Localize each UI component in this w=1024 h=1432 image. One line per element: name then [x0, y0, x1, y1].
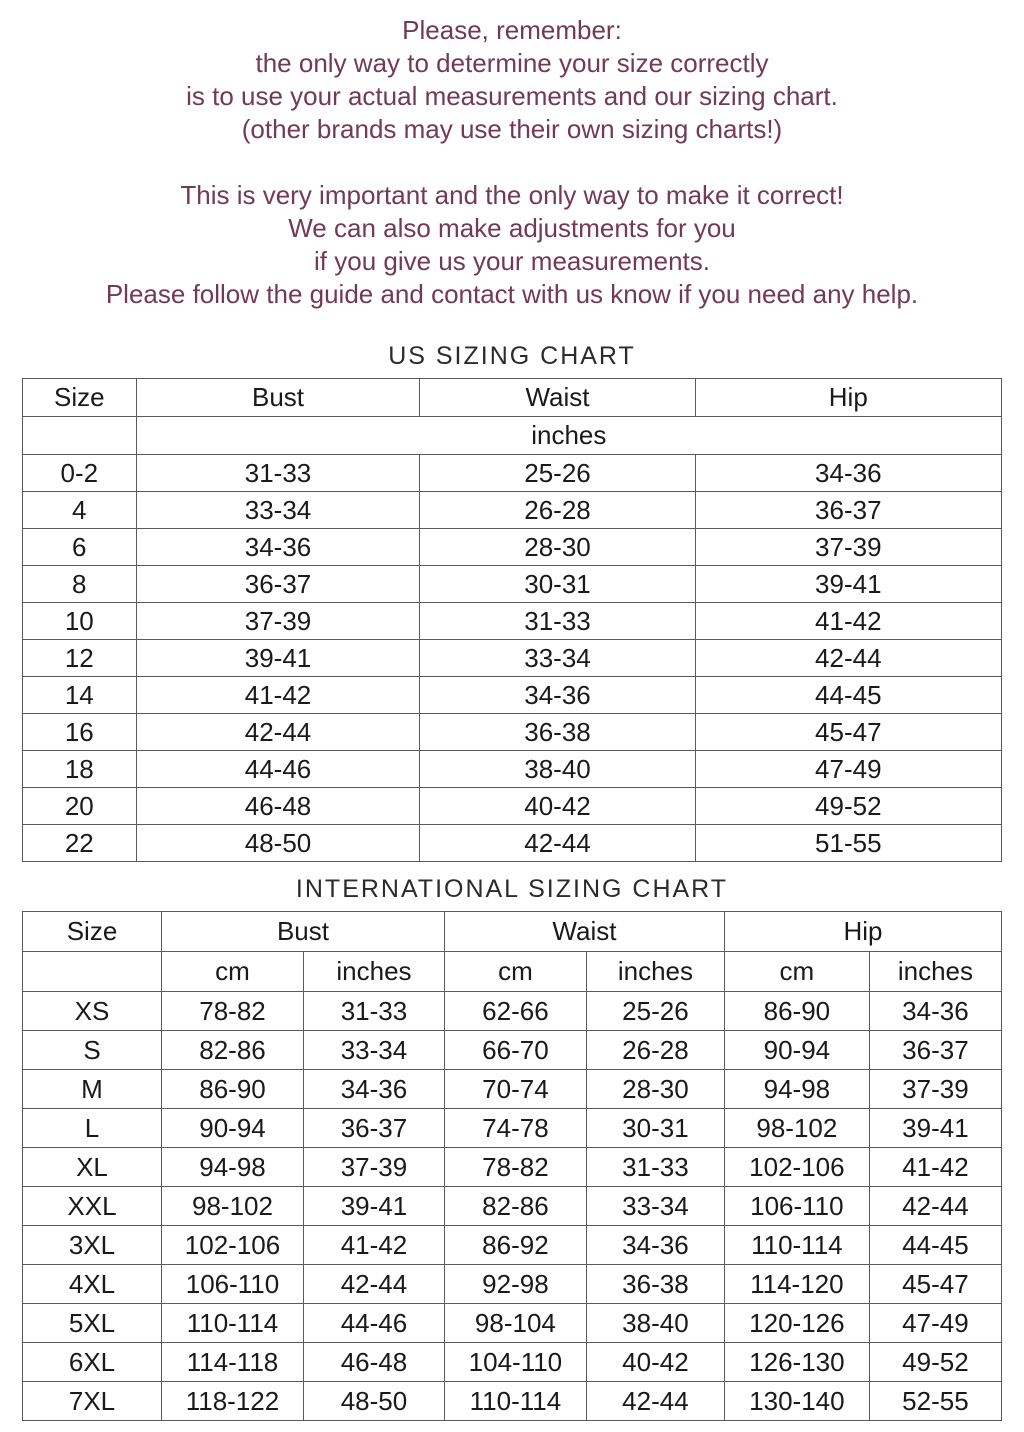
measurement-cell: 42-44 [303, 1265, 444, 1304]
measurement-cell: 34-36 [869, 992, 1001, 1031]
measurement-cell: 45-47 [869, 1265, 1001, 1304]
measurement-cell: 25-26 [586, 992, 724, 1031]
intro-line: is to use your actual measurements and our sizing chart. [186, 81, 838, 111]
measurement-cell: 42-44 [136, 714, 420, 751]
measurement-cell: 31-33 [136, 455, 420, 492]
us-table-row [23, 566, 1002, 603]
intl-unit-row [23, 952, 1002, 992]
size-cell: 6XL [23, 1343, 162, 1382]
size-cell: 20 [23, 788, 137, 825]
intro-paragraph-1 [0, 14, 1024, 146]
intl-table-row [23, 1187, 1002, 1226]
intl-unit-label-waist-inches: inches [586, 952, 724, 992]
measurement-cell: 41-42 [136, 677, 420, 714]
measurement-cell: 94-98 [162, 1148, 304, 1187]
intl-sizing-table [22, 911, 1002, 1421]
measurement-cell: 62-66 [444, 992, 586, 1031]
measurement-cell: 86-90 [162, 1070, 304, 1109]
size-cell: 14 [23, 677, 137, 714]
intl-col-header-hip: Hip [724, 912, 1001, 952]
us-sizing-table [22, 378, 1002, 862]
measurement-cell: 74-78 [444, 1109, 586, 1148]
measurement-cell: 94-98 [724, 1070, 869, 1109]
measurement-cell: 36-38 [420, 714, 695, 751]
us-table-row [23, 640, 1002, 677]
measurement-cell: 30-31 [420, 566, 695, 603]
us-table-row [23, 603, 1002, 640]
us-chart-title: US SIZING CHART [388, 342, 636, 370]
intro-line: the only way to determine your size correctly [255, 48, 769, 78]
intl-unit-label-bust-inches: inches [303, 952, 444, 992]
us-col-header-size: Size [23, 379, 137, 417]
us-table-head [23, 379, 1002, 455]
measurement-cell: 49-52 [869, 1343, 1001, 1382]
size-cell: M [23, 1070, 162, 1109]
measurement-cell: 36-37 [303, 1109, 444, 1148]
measurement-cell: 120-126 [724, 1304, 869, 1343]
intro-line: if you give us your measurements. [314, 246, 710, 276]
measurement-cell: 86-90 [724, 992, 869, 1031]
intro-line: We can also make adjustments for you [288, 213, 736, 243]
measurement-cell: 118-122 [162, 1382, 304, 1421]
us-header-row [23, 379, 1002, 417]
intl-table-row [23, 1031, 1002, 1070]
measurement-cell: 30-31 [586, 1109, 724, 1148]
measurement-cell: 44-45 [869, 1226, 1001, 1265]
measurement-cell: 37-39 [136, 603, 420, 640]
measurement-cell: 41-42 [869, 1148, 1001, 1187]
measurement-cell: 106-110 [162, 1265, 304, 1304]
intl-col-header-bust: Bust [162, 912, 445, 952]
intro-line: Please follow the guide and contact with us know if you need any help. [105, 279, 919, 309]
measurement-cell: 49-52 [695, 788, 1001, 825]
intl-table-row [23, 1109, 1002, 1148]
measurement-cell: 41-42 [695, 603, 1001, 640]
us-table-row [23, 714, 1002, 751]
size-cell: 0-2 [23, 455, 137, 492]
measurement-cell: 42-44 [695, 640, 1001, 677]
measurement-cell: 114-120 [724, 1265, 869, 1304]
intro-line: Please, remember: [402, 15, 622, 45]
measurement-cell: 51-55 [695, 825, 1001, 862]
size-cell: 22 [23, 825, 137, 862]
measurement-cell: 52-55 [869, 1382, 1001, 1421]
measurement-cell: 34-36 [303, 1070, 444, 1109]
measurement-cell: 34-36 [586, 1226, 724, 1265]
intl-unit-empty-cell [23, 952, 162, 992]
intl-unit-label-bust-cm: cm [162, 952, 304, 992]
us-col-header-waist: Waist [420, 379, 695, 417]
size-cell: 12 [23, 640, 137, 677]
measurement-cell: 48-50 [136, 825, 420, 862]
measurement-cell: 82-86 [444, 1187, 586, 1226]
measurement-cell: 102-106 [724, 1148, 869, 1187]
measurement-cell: 39-41 [136, 640, 420, 677]
measurement-cell: 78-82 [162, 992, 304, 1031]
measurement-cell: 42-44 [586, 1382, 724, 1421]
measurement-cell: 82-86 [162, 1031, 304, 1070]
measurement-cell: 31-33 [420, 603, 695, 640]
measurement-cell: 92-98 [444, 1265, 586, 1304]
intl-table-row [23, 1343, 1002, 1382]
us-col-header-bust: Bust [136, 379, 420, 417]
us-table-row [23, 455, 1002, 492]
intl-col-header-size: Size [23, 912, 162, 952]
intl-table-head [23, 912, 1002, 992]
measurement-cell: 78-82 [444, 1148, 586, 1187]
measurement-cell: 98-102 [162, 1187, 304, 1226]
measurement-cell: 36-37 [136, 566, 420, 603]
intl-unit-label-waist-cm: cm [444, 952, 586, 992]
measurement-cell: 106-110 [724, 1187, 869, 1226]
size-cell: XXL [23, 1187, 162, 1226]
measurement-cell: 46-48 [136, 788, 420, 825]
measurement-cell: 39-41 [695, 566, 1001, 603]
measurement-cell: 98-102 [724, 1109, 869, 1148]
size-cell: 4 [23, 492, 137, 529]
measurement-cell: 33-34 [420, 640, 695, 677]
measurement-cell: 46-48 [303, 1343, 444, 1382]
measurement-cell: 40-42 [420, 788, 695, 825]
size-cell: 5XL [23, 1304, 162, 1343]
measurement-cell: 38-40 [586, 1304, 724, 1343]
measurement-cell: 37-39 [695, 529, 1001, 566]
intl-table-row [23, 1148, 1002, 1187]
size-cell: 10 [23, 603, 137, 640]
measurement-cell: 130-140 [724, 1382, 869, 1421]
intl-header-row [23, 912, 1002, 952]
measurement-cell: 31-33 [303, 992, 444, 1031]
measurement-cell: 39-41 [869, 1109, 1001, 1148]
measurement-cell: 48-50 [303, 1382, 444, 1421]
us-table-row [23, 492, 1002, 529]
measurement-cell: 44-45 [695, 677, 1001, 714]
us-table-row [23, 751, 1002, 788]
measurement-cell: 33-34 [586, 1187, 724, 1226]
measurement-cell: 90-94 [724, 1031, 869, 1070]
size-cell: S [23, 1031, 162, 1070]
measurement-cell: 34-36 [420, 677, 695, 714]
us-unit-empty-cell [23, 417, 137, 455]
measurement-cell: 66-70 [444, 1031, 586, 1070]
measurement-cell: 26-28 [586, 1031, 724, 1070]
size-cell: 7XL [23, 1382, 162, 1421]
measurement-cell: 28-30 [420, 529, 695, 566]
intl-table-row [23, 992, 1002, 1031]
measurement-cell: 86-92 [444, 1226, 586, 1265]
us-table-row [23, 788, 1002, 825]
size-cell: 6 [23, 529, 137, 566]
measurement-cell: 104-110 [444, 1343, 586, 1382]
measurement-cell: 33-34 [136, 492, 420, 529]
intl-table-row [23, 1265, 1002, 1304]
measurement-cell: 114-118 [162, 1343, 304, 1382]
intl-col-header-waist: Waist [444, 912, 724, 952]
measurement-cell: 25-26 [420, 455, 695, 492]
intro-line: This is very important and the only way to make it correct! [180, 180, 844, 210]
measurement-cell: 126-130 [724, 1343, 869, 1382]
size-cell: 8 [23, 566, 137, 603]
measurement-cell: 38-40 [420, 751, 695, 788]
measurement-cell: 39-41 [303, 1187, 444, 1226]
intl-unit-label-hip-inches: inches [869, 952, 1001, 992]
us-table-row [23, 825, 1002, 862]
size-cell: 4XL [23, 1265, 162, 1304]
intro-paragraph-2 [0, 179, 1024, 311]
us-table-body [23, 455, 1002, 862]
measurement-cell: 98-104 [444, 1304, 586, 1343]
intl-table-row [23, 1382, 1002, 1421]
size-cell: XL [23, 1148, 162, 1187]
measurement-cell: 36-37 [869, 1031, 1001, 1070]
measurement-cell: 110-114 [724, 1226, 869, 1265]
intl-table-body [23, 992, 1002, 1421]
measurement-cell: 47-49 [695, 751, 1001, 788]
measurement-cell: 110-114 [162, 1304, 304, 1343]
us-table-row [23, 529, 1002, 566]
intl-chart-title: INTERNATIONAL SIZING CHART [295, 875, 729, 903]
measurement-cell: 37-39 [303, 1148, 444, 1187]
measurement-cell: 47-49 [869, 1304, 1001, 1343]
measurement-cell: 90-94 [162, 1109, 304, 1148]
size-cell: 16 [23, 714, 137, 751]
measurement-cell: 42-44 [420, 825, 695, 862]
us-table-row [23, 677, 1002, 714]
measurement-cell: 36-37 [695, 492, 1001, 529]
intl-table-row [23, 1304, 1002, 1343]
measurement-cell: 31-33 [586, 1148, 724, 1187]
measurement-cell: 44-46 [136, 751, 420, 788]
measurement-cell: 110-114 [444, 1382, 586, 1421]
us-col-header-hip: Hip [695, 379, 1001, 417]
size-cell: 18 [23, 751, 137, 788]
measurement-cell: 37-39 [869, 1070, 1001, 1109]
measurement-cell: 102-106 [162, 1226, 304, 1265]
measurement-cell: 28-30 [586, 1070, 724, 1109]
us-unit-label: inches [136, 417, 1001, 455]
size-cell: L [23, 1109, 162, 1148]
measurement-cell: 41-42 [303, 1226, 444, 1265]
measurement-cell: 44-46 [303, 1304, 444, 1343]
intro-line: (other brands may use their own sizing charts!) [241, 114, 783, 144]
intl-table-row [23, 1226, 1002, 1265]
measurement-cell: 36-38 [586, 1265, 724, 1304]
intl-unit-label-hip-cm: cm [724, 952, 869, 992]
measurement-cell: 70-74 [444, 1070, 586, 1109]
measurement-cell: 34-36 [695, 455, 1001, 492]
measurement-cell: 34-36 [136, 529, 420, 566]
measurement-cell: 33-34 [303, 1031, 444, 1070]
measurement-cell: 42-44 [869, 1187, 1001, 1226]
measurement-cell: 45-47 [695, 714, 1001, 751]
measurement-cell: 40-42 [586, 1343, 724, 1382]
size-cell: 3XL [23, 1226, 162, 1265]
us-unit-row [23, 417, 1002, 455]
intro-text-block [0, 14, 1024, 311]
intl-table-row [23, 1070, 1002, 1109]
measurement-cell: 26-28 [420, 492, 695, 529]
size-cell: XS [23, 992, 162, 1031]
